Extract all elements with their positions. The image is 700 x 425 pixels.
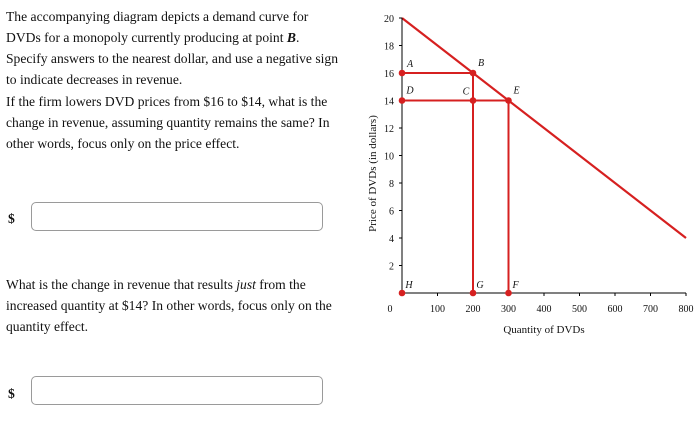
point-label-c: C	[462, 86, 470, 98]
point-label-h: H	[405, 280, 413, 291]
point-a	[399, 70, 406, 77]
part2-emphasis: just	[236, 277, 256, 292]
intro-text-end: . Specify answers to the nearest dollar, and use a negative sign to indicate decreases in revenue.	[6, 30, 339, 87]
y-tick-label: 18	[384, 41, 394, 53]
demand-chart	[340, 0, 700, 345]
point-c	[470, 97, 477, 104]
y-tick-label: 4	[389, 234, 394, 245]
point-label-e: E	[513, 85, 520, 97]
x-tick-label: 800	[678, 304, 694, 315]
point-f	[505, 290, 512, 297]
question-part-2	[6, 274, 341, 337]
point-label-a: A	[406, 59, 414, 70]
x-tick-label: 500	[572, 304, 587, 315]
point-b	[470, 70, 477, 77]
intro-point-label: B	[286, 30, 296, 45]
x-tick-label: 100	[430, 304, 445, 315]
answer-box-2[interactable]	[31, 376, 323, 405]
point-label-g: G	[476, 280, 484, 291]
x-tick-label: 600	[607, 304, 623, 315]
x-tick-label: 700	[643, 304, 658, 315]
point-h	[399, 290, 406, 297]
answer-box-1[interactable]	[31, 202, 323, 231]
y-tick-label: 20	[384, 14, 394, 25]
point-d	[399, 97, 406, 104]
point-label-f: F	[512, 280, 519, 291]
y-tick-label: 8	[389, 179, 394, 190]
x-tick-label: 200	[465, 304, 481, 315]
point-label-b: B	[477, 58, 485, 69]
y-tick-label: 6	[389, 206, 394, 218]
x-axis-title: Quantity of DVDs	[503, 324, 585, 336]
demand-curve-line	[402, 18, 686, 238]
y-axis-title: Price of DVDs (in dollars)	[367, 115, 379, 232]
x-tick-label: 0	[387, 304, 393, 315]
y-tick-label: 14	[384, 96, 394, 108]
point-e	[505, 97, 512, 104]
point-g	[470, 290, 477, 297]
y-tick-label: 10	[384, 151, 394, 163]
y-tick-label: 16	[384, 69, 394, 80]
currency-symbol-1: $	[8, 211, 15, 226]
answer-input-1[interactable]	[32, 203, 322, 230]
part2-text-end: from the increased quantity at $14? In other words, focus only on the quantity effect.	[6, 277, 332, 334]
question-part-1: If the firm lowers DVD prices from $16 to $14, what is the change in revenue, assuming quantity remains the same? In other words, focus only on the price effect.	[6, 94, 330, 151]
x-tick-label: 400	[536, 304, 552, 315]
answer-input-2[interactable]	[32, 377, 322, 404]
x-tick-label: 300	[501, 304, 516, 315]
question-intro	[6, 6, 341, 90]
y-tick-label: 2	[389, 261, 394, 273]
intro-text-start: The accompanying diagram depicts a demand curve for DVDs for a monopoly currently producing at point	[6, 9, 309, 45]
part2-text-start: What is the change in revenue that results	[6, 277, 237, 292]
point-label-d: D	[406, 85, 414, 97]
y-tick-label: 12	[384, 124, 394, 135]
currency-symbol-2: $	[8, 386, 15, 401]
